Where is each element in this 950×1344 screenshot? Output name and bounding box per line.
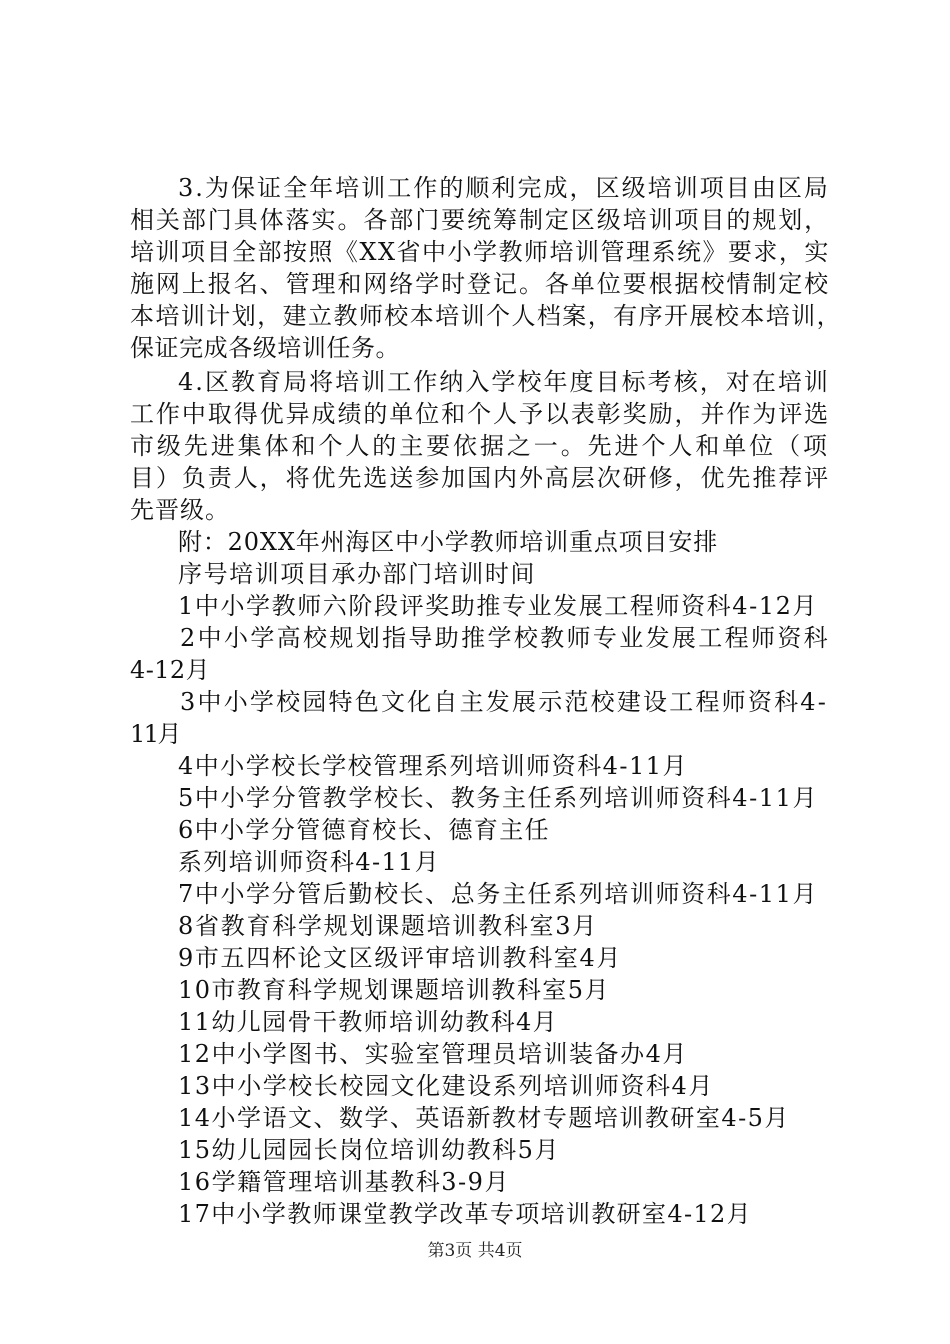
- text-line-4: 施网上报名、管理和网络学时登记。各单位要根据校情制定校: [130, 270, 831, 298]
- text-line-8: 工作中取得优异成绩的单位和个人予以表彰奖励，并作为评选: [130, 400, 831, 428]
- text-line-28: 12中小学图书、实验室管理员培训装备办4月: [178, 1040, 688, 1068]
- text-line-24: 8省教育科学规划课题培训教科室3月: [178, 912, 598, 940]
- text-line-9: 市级先进集体和个人的主要依据之一。先进个人和单位（项: [130, 432, 830, 460]
- text-line-21: 6中小学分管德育校长、德育主任: [178, 816, 550, 844]
- text-line-15: 2中小学高校规划指导助推学校教师专业发展工程师资科: [180, 624, 831, 652]
- text-line-1: 3.为保证全年培训工作的顺利完成，区级培训项目由区局: [178, 174, 830, 202]
- text-line-11: 先晋级。: [130, 496, 230, 524]
- text-line-33: 17中小学教师课堂教学改革专项培训教研室4-12月: [178, 1200, 752, 1228]
- text-line-26: 10市教育科学规划课题培训教科室5月: [178, 976, 610, 1004]
- text-line-18: 11月: [130, 720, 180, 748]
- page-footer: 第3页 共4页: [427, 1241, 523, 1261]
- text-line-12: 附：20XX年州海区中小学教师培训重点项目安排: [178, 528, 719, 556]
- text-line-16: 4-12月: [130, 656, 211, 684]
- text-line-30: 14小学语文、数学、英语新教材专题培训教研室4-5月: [178, 1104, 790, 1132]
- text-line-20: 5中小学分管教学校长、教务主任系列培训师资科4-11月: [178, 784, 819, 812]
- text-line-13: 序号培训项目承办部门培训时间: [178, 560, 536, 588]
- text-line-2: 相关部门具体落实。各部门要统筹制定区级培训项目的规划，: [130, 206, 831, 234]
- text-line-3: 培训项目全部按照《XX省中小学教师培训管理系统》要求，实: [130, 238, 830, 266]
- text-line-23: 7中小学分管后勤校长、总务主任系列培训师资科4-11月: [178, 880, 819, 908]
- text-line-17: 3中小学校园特色文化自主发展示范校建设工程师资科4-: [180, 688, 829, 716]
- text-line-25: 9市五四杯论文区级评审培训教科室4月: [178, 944, 623, 972]
- text-line-5: 本培训计划，建立教师校本培训个人档案，有序开展校本培训，: [130, 302, 843, 330]
- text-line-14: 1中小学教师六阶段评奖助推专业发展工程师资科4-12月: [178, 592, 819, 620]
- text-line-27: 11幼儿园骨干教师培训幼教科4月: [178, 1008, 559, 1036]
- text-line-19: 4中小学校长学校管理系列培训师资科4-11月: [178, 752, 688, 780]
- text-line-6: 保证完成各级培训任务。: [130, 334, 401, 362]
- text-line-22: 系列培训师资科4-11月: [178, 848, 440, 876]
- text-line-29: 13中小学校长校园文化建设系列培训师资科4月: [178, 1072, 714, 1100]
- text-line-31: 15幼儿园园长岗位培训幼教科5月: [178, 1136, 560, 1164]
- text-line-7: 4.区教育局将培训工作纳入学校年度目标考核，对在培训: [178, 368, 830, 396]
- text-line-32: 16学籍管理培训基教科3-9月: [178, 1168, 510, 1196]
- text-line-10: 目）负责人，将优先选送参加国内外高层次研修，优先推荐评: [130, 464, 831, 492]
